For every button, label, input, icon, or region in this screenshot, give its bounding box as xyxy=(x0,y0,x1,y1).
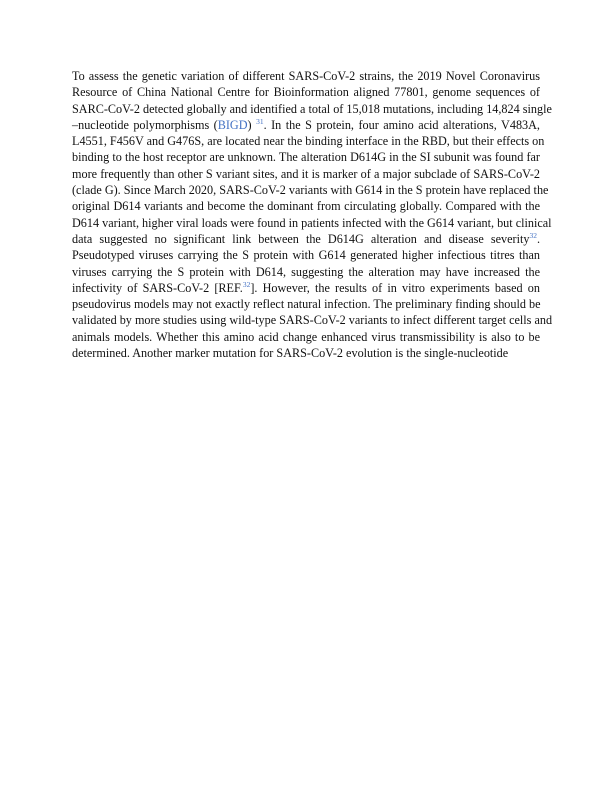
text-line xyxy=(72,296,540,312)
text-run: binding to the host receptor are unknown. The alteration D614G in the SI subunit was found far xyxy=(72,150,540,165)
text-run: pseudovirus models may not exactly reflect natural infection. The preliminary finding should be xyxy=(72,297,541,312)
text-line xyxy=(72,133,545,149)
body-paragraph xyxy=(72,68,553,361)
text-line xyxy=(72,101,552,117)
text-line xyxy=(72,149,540,165)
text-run: ]. However, the results of in vitro experiments based on xyxy=(250,280,540,295)
text-run: determined. Another marker mutation for SARS-CoV-2 evolution is the single-nucleotide xyxy=(72,346,509,361)
text-run: (clade G). Since March 2020, SARS-CoV-2 variants with G614 in the S protein have replaced the xyxy=(72,183,549,198)
citation-superscript[interactable]: 32 xyxy=(242,279,251,289)
text-line xyxy=(72,264,540,280)
text-run: animals models. Whether this amino acid change enhanced virus transmissibility is also to be xyxy=(72,329,540,344)
text-run: Pseudotyped viruses carrying the S protein with G614 generated higher infectious titres than xyxy=(72,248,540,263)
bigd-link[interactable]: BIGD xyxy=(217,117,248,132)
text-run: validated by more studies using wild-type SARS-CoV-2 variants to infect different target cells and xyxy=(72,313,553,328)
text-line xyxy=(72,182,549,198)
text-line xyxy=(72,312,553,328)
text-run: To assess the genetic variation of different SARS-CoV-2 strains, the 2019 Novel Coronavirus xyxy=(72,69,540,83)
text-run: SARC-CoV-2 detected globally and identified a total of 15,018 mutations, including 14,824 single xyxy=(72,101,552,116)
text-line xyxy=(72,117,540,133)
text-run: infectivity of SARS-CoV-2 [REF. xyxy=(72,280,243,295)
text-run: . xyxy=(536,231,540,246)
text-run: original D614 variants and become the dominant from circulating globally. Compared with the xyxy=(72,199,540,214)
text-run: L4551, F456V and G476S, are located near the binding interface in the RBD, but their effects on xyxy=(72,134,545,149)
text-run: Resource of China National Centre for Bioinformation aligned 77801, genome sequences of xyxy=(72,85,540,100)
text-line xyxy=(72,84,540,100)
text-line xyxy=(72,345,540,361)
text-line xyxy=(72,166,540,182)
text-run: more frequently than other S variant sites, and it is marker of a major subclade of SARS-CoV-2 xyxy=(72,166,540,181)
text-run: ) xyxy=(247,117,257,132)
text-line xyxy=(72,231,540,247)
text-line xyxy=(72,198,540,214)
text-run: D614 variant, higher viral loads were found in patients infected with the G614 variant, but clinical xyxy=(72,215,552,230)
citation-superscript[interactable]: 31 xyxy=(256,116,264,126)
text-line xyxy=(72,280,540,296)
text-run: viruses carrying the S protein with D614, suggesting the alteration may have increased the xyxy=(72,264,540,279)
text-line xyxy=(72,68,540,84)
text-line xyxy=(72,329,540,345)
text-run: . In the S protein, four amino acid alterations, V483A, xyxy=(263,117,540,132)
text-line xyxy=(72,247,540,263)
citation-superscript[interactable]: 32 xyxy=(529,230,537,240)
text-run: data suggested no significant link between the D614G alteration and disease severity xyxy=(72,231,530,246)
text-line xyxy=(72,215,552,231)
text-run: –nucleotide polymorphisms ( xyxy=(72,117,218,132)
